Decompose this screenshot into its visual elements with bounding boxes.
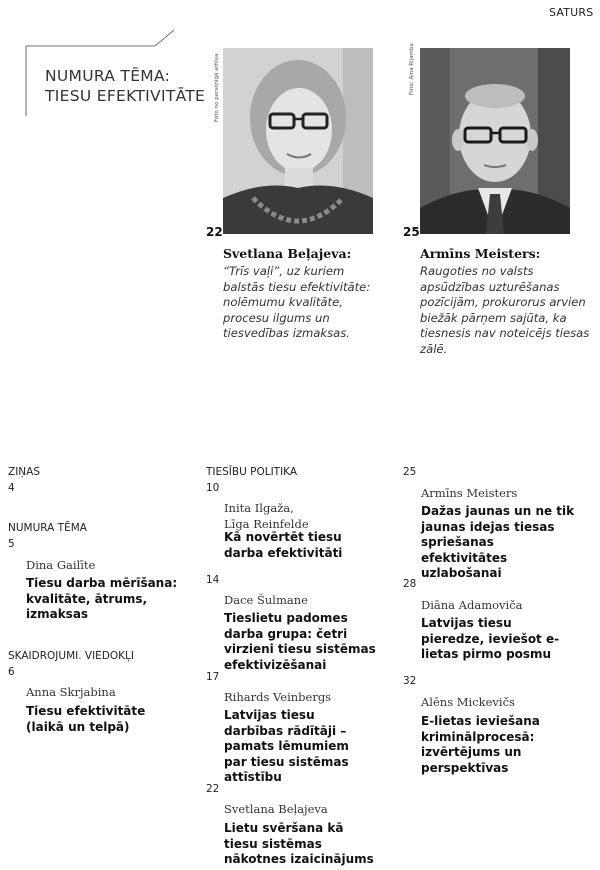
toc-author: Alēns Mickevičs [421,695,515,709]
feature-page-number-1: 22 [206,225,223,239]
toc-page-number: 10 [206,482,220,494]
toc-page-number: 17 [206,671,220,683]
toc-article-title[interactable]: Tiesu efektivitāte (laikā un telpā) [26,704,146,734]
toc-page-number: 32 [403,675,417,687]
toc-page-number: 22 [206,783,220,795]
section-label: SATURS [549,6,594,19]
toc-page-number: 25 [403,466,417,478]
toc-author: Svetlana Beļajeva [224,802,328,816]
toc-author-line: Līga Reinfelde [224,517,309,531]
toc-page-number: 14 [206,574,220,586]
toc-article-title[interactable]: E-lietas ieviešana kriminālprocesā: izvērtējums un perspektīvas [421,714,540,775]
toc-article-title[interactable]: Tiesu darba mērīšana: kvalitāte, ātrums, izmaksas [26,576,178,621]
toc-article-title[interactable]: Kā novērtēt tiesu darba efektivitāti [224,530,343,560]
feature-page-number-2: 25 [403,225,420,239]
toc-article-title[interactable]: Latvijas tiesu darbības rādītāji – pamats lēmumiem par tiesu sistēmas attīstību [224,708,349,784]
photo-credit-2: Foto: Aina Rijamba [409,43,415,95]
portrait-photo-belajeva [223,48,373,234]
feature-desc-1: “Trīs vaļi”, uz kuriem balstās tiesu efektivitāte: nolēmumu kvalitāte, procesu ilgums un tiesvedības izmaksas. [223,264,371,340]
toc-article-title[interactable]: Dažas jaunas un ne tik jaunas idejas tiesas spriešanas efektivitātes uzlabošanai [421,504,575,580]
theme-title [45,66,205,106]
toc-author: Armīns Meisters [421,486,518,500]
theme-title-line1: NUMURA TĒMA: [45,67,171,85]
toc-section-zinas: ZIŅAS [8,466,40,478]
portrait-meisters-image [420,48,570,234]
portrait-belajeva-image [223,48,373,234]
toc-author-line: Inita Ilgaža, [224,501,294,515]
toc-section-tiesibu-politika: TIESĪBU POLITIKA [206,466,298,478]
toc-author: Dina Gailīte [26,558,96,572]
theme-title-line2: TIESU EFEKTIVITĀTE [45,87,206,105]
toc-author: Dace Šulmane [224,593,308,607]
portrait-photo-meisters [420,48,570,234]
feature-name-2: Armīns Meisters: [420,246,541,261]
toc-article-title[interactable]: Lietu svēršana kā tiesu sistēmas nākotnes izaicinājums [224,821,374,866]
toc-page-number: 28 [403,578,417,590]
toc-article-title[interactable]: Latvijas tiesu pieredze, ieviešot e-lietas pirmo posmu [421,616,560,661]
toc-author [224,500,309,532]
photo-credit-1: Foto no personīgā arhīva [214,53,220,122]
feature-desc-2: Raugoties no valsts apsūdzības uzturēšanas pozīcijām, prokurorus arvien biežāk pārņem sajūta, ka tiesnesis nav noteicējs tiesas zālē. [420,264,590,356]
toc-page-number: 5 [8,538,15,550]
toc-author: Rihards Veinbergs [224,690,332,704]
toc-section-numura-tema: NUMURA TĒMA [8,522,87,534]
toc-page-number: 6 [8,666,15,678]
toc-author: Anna Skrjabina [26,685,116,699]
toc-author: Diāna Adamoviča [421,598,523,612]
toc-section-skaidrojumi: SKAIDROJUMI. VIEDOKĻI [8,650,134,662]
toc-article-title[interactable]: Tieslietu padomes darba grupa: četri virzieni tiesu sistēmas efektivizēšanai [224,611,376,672]
feature-name-1: Svetlana Beļajeva: [223,246,352,261]
toc-page-number: 4 [8,482,15,494]
